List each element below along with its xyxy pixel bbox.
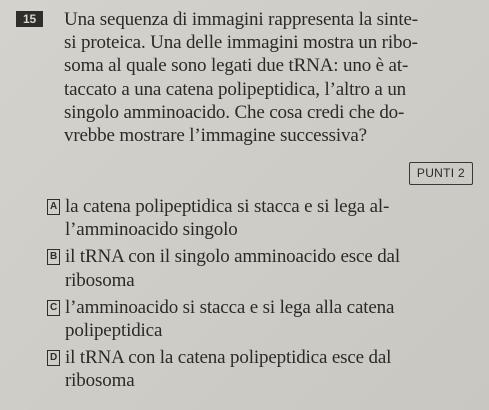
answer-option-b[interactable]	[47, 245, 477, 291]
question-stem-line: taccato a una catena polipeptidica, l’altro a un	[64, 78, 407, 100]
answer-option-c[interactable]	[47, 296, 477, 342]
option-letter-box: D	[47, 350, 60, 366]
question-stem-line: vrebbe mostrare l’immagine successiva?	[64, 125, 367, 147]
question-number-badge: 15	[16, 11, 43, 27]
option-letter-box: B	[47, 249, 60, 265]
option-text-line: ribosoma	[65, 370, 135, 392]
question-stem-line: soma al quale sono legati due tRNA: uno è at-	[64, 55, 409, 77]
question-stem	[16, 8, 478, 147]
question-stem-line: si proteica. Una delle immagini mostra un ribo-	[64, 32, 418, 54]
option-text-line: la catena polipeptidica si stacca e si lega al-	[65, 196, 390, 217]
answer-option-a[interactable]	[47, 195, 477, 241]
option-letter-box: A	[47, 199, 60, 215]
question-stem-line: singolo amminoacido. Che cosa credi che do-	[64, 101, 405, 123]
option-text-line: l’amminoacido si stacca e si lega alla catena	[65, 296, 395, 318]
option-letter-box: C	[47, 300, 60, 316]
option-text-line: ribosoma	[65, 269, 135, 291]
answer-option-d[interactable]	[47, 346, 477, 392]
option-text-line: il tRNA con la catena polipeptidica esce dal	[65, 347, 392, 369]
option-text-line: il tRNA con il singolo amminoacido esce dal	[65, 246, 400, 268]
option-text-line: l’amminoacido singolo	[65, 219, 238, 241]
answer-options	[47, 195, 477, 397]
question-block	[16, 8, 478, 180]
option-text-line: polipeptidica	[65, 320, 163, 342]
points-badge: PUNTI 2	[409, 162, 473, 185]
question-stem-line: Una sequenza di immagini rappresenta la sinte-	[64, 9, 418, 30]
